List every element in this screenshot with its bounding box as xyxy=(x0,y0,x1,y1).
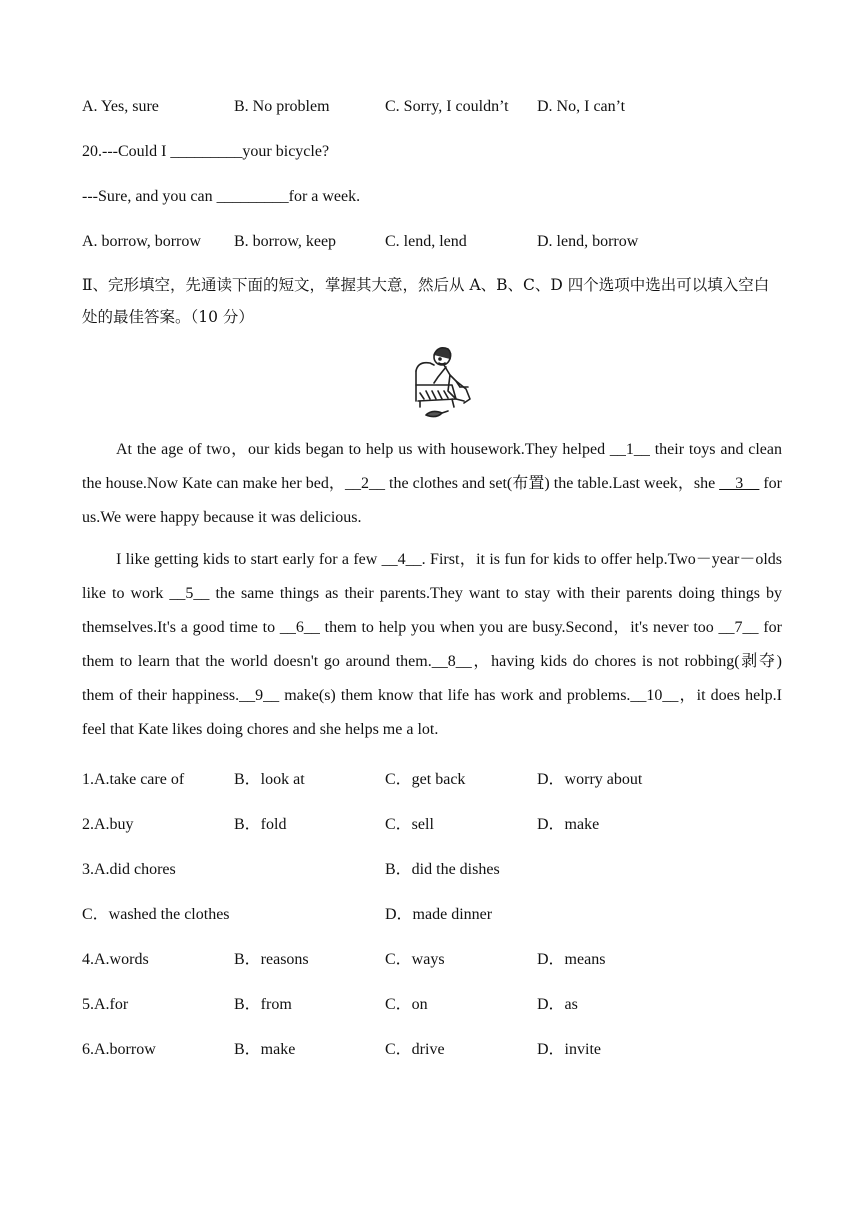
question-3-row-1 xyxy=(82,859,782,881)
passage-paragraph-1 xyxy=(82,433,782,535)
option-c: C．on xyxy=(385,996,428,1013)
option-a: 3.A.did chores xyxy=(82,861,176,878)
question-5-row xyxy=(82,994,782,1016)
q20-question: 20.---Could I _________your bicycle? xyxy=(82,143,330,160)
exam-page xyxy=(82,96,782,1061)
option-a: 1.A.take care of xyxy=(82,771,185,788)
option-d: D．worry about xyxy=(537,771,643,788)
blank-1: __1__ xyxy=(609,441,650,458)
option-d: D. No, I can’t xyxy=(537,98,626,115)
question-1-row xyxy=(82,769,782,791)
section-heading: Ⅱ、完形填空，先通读下面的短文，掌握其大意，然后从 A、B、C、D 四个选项中选出可以填入空白处的最佳答案。（10 分） xyxy=(82,276,770,326)
option-d: D. lend, borrow xyxy=(537,233,639,250)
girl-making-bed-illustration xyxy=(412,341,478,425)
option-a: 6.A.borrow xyxy=(82,1041,156,1058)
question-3-row-2 xyxy=(82,904,782,926)
option-a: A. borrow, borrow xyxy=(82,233,201,250)
option-a: 4.A.words xyxy=(82,951,149,968)
passage-text: for us.We were happy because it was delicious. xyxy=(82,475,782,526)
option-c: C．washed the clothes xyxy=(82,906,230,923)
passage-text: the clothes and set(布置) the table.Last week，she xyxy=(384,475,720,492)
option-a: A. Yes, sure xyxy=(82,98,159,115)
option-b: B．reasons xyxy=(234,951,309,968)
blank-3: __3__ xyxy=(719,475,760,492)
option-b: B．fold xyxy=(234,816,287,833)
q19-options-row xyxy=(82,96,782,118)
passage-text: At the age of two，our kids began to help us with housework.They helped xyxy=(116,441,610,458)
passage-text: their toys and clean the house.Now Kate can make her bed， xyxy=(82,441,783,492)
option-c: C．get back xyxy=(385,771,466,788)
q20-response: ---Sure, and you can _________for a week. xyxy=(82,188,361,205)
blank-2: __2__ xyxy=(344,475,385,492)
option-d: D．as xyxy=(537,996,578,1013)
option-d: D．made dinner xyxy=(385,906,493,923)
option-c: C．drive xyxy=(385,1041,445,1058)
option-a: 2.A.buy xyxy=(82,816,134,833)
question-6-row xyxy=(82,1039,782,1061)
option-b: B．did the dishes xyxy=(385,861,500,878)
q20-options-row xyxy=(82,231,782,253)
question-4-row xyxy=(82,949,782,971)
option-b: B．from xyxy=(234,996,292,1013)
option-c: C．sell xyxy=(385,816,434,833)
option-b: B. No problem xyxy=(234,98,330,115)
option-b: B．look at xyxy=(234,771,305,788)
option-d: D．means xyxy=(537,951,606,968)
option-b: B．make xyxy=(234,1041,296,1058)
option-b: B. borrow, keep xyxy=(234,233,337,250)
option-c: C. Sorry, I couldn’t xyxy=(385,98,509,115)
question-2-row xyxy=(82,814,782,836)
option-a: 5.A.for xyxy=(82,996,129,1013)
option-d: D．invite xyxy=(537,1041,601,1058)
option-d: D．make xyxy=(537,816,600,833)
option-c: C. lend, lend xyxy=(385,233,467,250)
passage-paragraph-2: I like getting kids to start early for a few __4__. First，it is fun for kids to offer help.Two－year－olds like to work __5__ the same things as their parents.They want to stay with their parents doing things by themselves.It's a good time to __6__ them to help you when you are busy.Second，it's never too __7__ for them to learn that the world doesn't go around them.__8__，having kids do chores is not robbing(剥夺) them of their happiness.__9__ make(s) them know that life has work and problems.__10__，it does help.I feel that Kate likes doing chores and she helps me a lot. xyxy=(82,551,782,738)
option-c: C．ways xyxy=(385,951,445,968)
